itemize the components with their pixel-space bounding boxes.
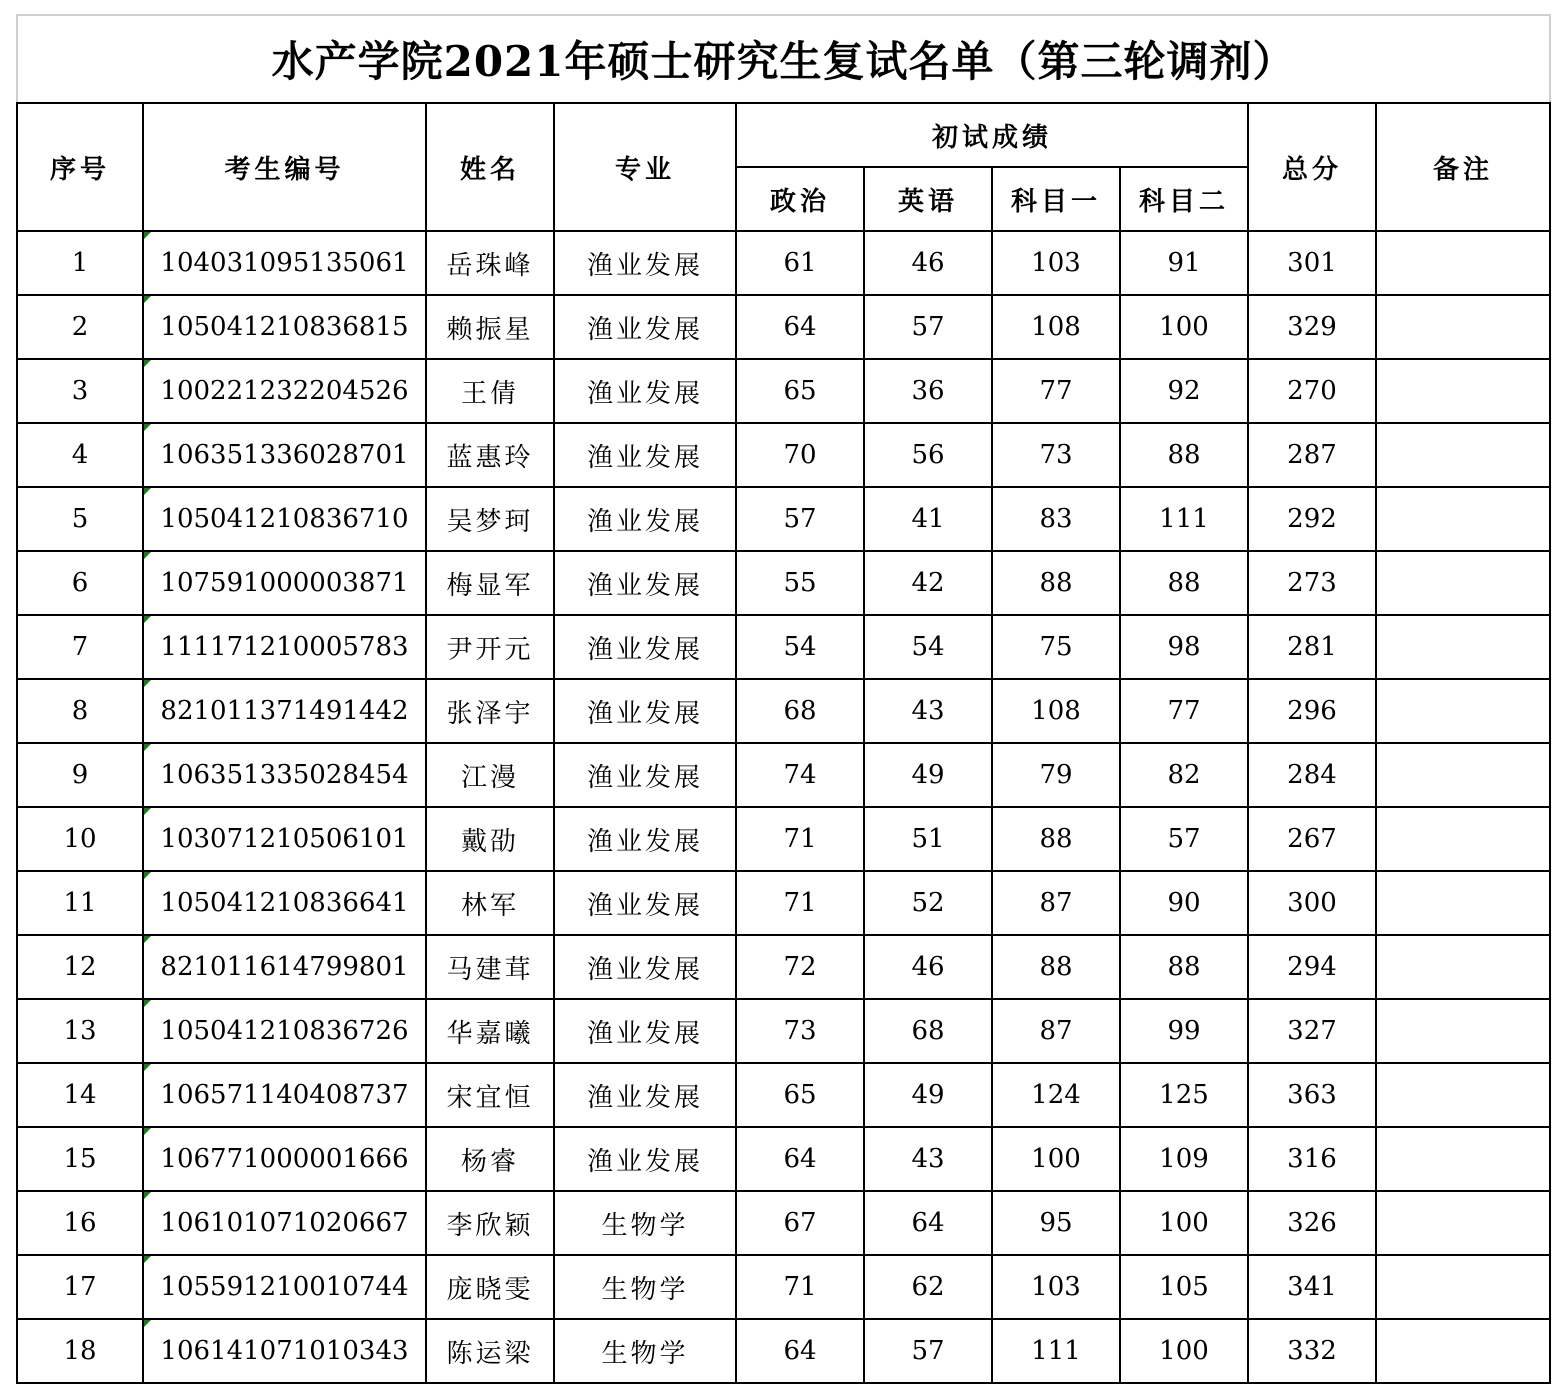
- cell-subject2[interactable]: 125: [1120, 1063, 1248, 1127]
- cell-subject1[interactable]: 73: [992, 423, 1120, 487]
- cell-remarks[interactable]: [1376, 423, 1550, 487]
- cell-politics[interactable]: 71: [736, 871, 864, 935]
- table-row: [17, 423, 1550, 487]
- cell-major[interactable]: 生物学: [554, 1255, 736, 1319]
- cell-english[interactable]: 46: [864, 935, 992, 999]
- cell-remarks[interactable]: [1376, 359, 1550, 423]
- cell-total[interactable]: 300: [1248, 871, 1376, 935]
- cell-exam-id[interactable]: 105041210836726: [143, 999, 426, 1063]
- cell-politics[interactable]: 72: [736, 935, 864, 999]
- header-english[interactable]: 英语: [864, 167, 992, 231]
- header-prelim-scores[interactable]: 初试成绩: [736, 103, 1248, 167]
- cell-major[interactable]: 渔业发展: [554, 231, 736, 295]
- cell-english[interactable]: 68: [864, 999, 992, 1063]
- cell-total[interactable]: 327: [1248, 999, 1376, 1063]
- cell-remarks[interactable]: [1376, 551, 1550, 615]
- cell-name[interactable]: 赖振星: [426, 295, 554, 359]
- cell-total[interactable]: 270: [1248, 359, 1376, 423]
- cell-remarks[interactable]: [1376, 1191, 1550, 1255]
- cell-english[interactable]: 62: [864, 1255, 992, 1319]
- table-row: [17, 679, 1550, 743]
- cell-subject1[interactable]: 103: [992, 231, 1120, 295]
- cell-politics[interactable]: 68: [736, 679, 864, 743]
- cell-major[interactable]: 渔业发展: [554, 615, 736, 679]
- cell-politics[interactable]: 71: [736, 807, 864, 871]
- cell-english[interactable]: 42: [864, 551, 992, 615]
- header-seq[interactable]: 序号: [17, 103, 143, 231]
- cell-exam-id[interactable]: 106141071010343: [143, 1319, 426, 1383]
- cell-name[interactable]: 宋宜恒: [426, 1063, 554, 1127]
- cell-remarks[interactable]: [1376, 487, 1550, 551]
- cell-politics[interactable]: 64: [736, 295, 864, 359]
- cell-subject2[interactable]: 88: [1120, 551, 1248, 615]
- cell-seq[interactable]: 14: [17, 1063, 143, 1127]
- cell-english[interactable]: 36: [864, 359, 992, 423]
- cell-subject1[interactable]: 87: [992, 999, 1120, 1063]
- cell-subject1[interactable]: 83: [992, 487, 1120, 551]
- cell-major[interactable]: 渔业发展: [554, 743, 736, 807]
- cell-subject1[interactable]: 108: [992, 679, 1120, 743]
- cell-subject1[interactable]: 88: [992, 551, 1120, 615]
- table-row: [17, 1191, 1550, 1255]
- header-politics[interactable]: 政治: [736, 167, 864, 231]
- cell-name[interactable]: 林军: [426, 871, 554, 935]
- cell-exam-id[interactable]: 105041210836641: [143, 871, 426, 935]
- header-remarks[interactable]: 备注: [1376, 103, 1550, 231]
- cell-exam-id[interactable]: 106101071020667: [143, 1191, 426, 1255]
- cell-subject2[interactable]: 105: [1120, 1255, 1248, 1319]
- cell-subject1[interactable]: 108: [992, 295, 1120, 359]
- cell-major[interactable]: 渔业发展: [554, 359, 736, 423]
- cell-exam-id[interactable]: 106351335028454: [143, 743, 426, 807]
- cell-english[interactable]: 49: [864, 743, 992, 807]
- cell-english[interactable]: 56: [864, 423, 992, 487]
- cell-subject1[interactable]: 75: [992, 615, 1120, 679]
- table-row: [17, 1255, 1550, 1319]
- cell-major[interactable]: 渔业发展: [554, 551, 736, 615]
- cell-name[interactable]: 戴劭: [426, 807, 554, 871]
- cell-subject1[interactable]: 88: [992, 807, 1120, 871]
- cell-remarks[interactable]: [1376, 615, 1550, 679]
- cell-name[interactable]: 江漫: [426, 743, 554, 807]
- cell-subject2[interactable]: 77: [1120, 679, 1248, 743]
- cell-total[interactable]: 281: [1248, 615, 1376, 679]
- cell-name[interactable]: 陈运梁: [426, 1319, 554, 1383]
- cell-politics[interactable]: 61: [736, 231, 864, 295]
- cell-major[interactable]: 渔业发展: [554, 679, 736, 743]
- cell-english[interactable]: 57: [864, 295, 992, 359]
- cell-exam-id[interactable]: 106351336028701: [143, 423, 426, 487]
- header-subject1[interactable]: 科目一: [992, 167, 1120, 231]
- cell-subject2[interactable]: 100: [1120, 1191, 1248, 1255]
- table-row: [17, 615, 1550, 679]
- cell-politics[interactable]: 64: [736, 1319, 864, 1383]
- header-row: [17, 103, 1550, 167]
- cell-remarks[interactable]: [1376, 679, 1550, 743]
- cell-major[interactable]: 渔业发展: [554, 423, 736, 487]
- cell-english[interactable]: 49: [864, 1063, 992, 1127]
- cell-major[interactable]: 生物学: [554, 1191, 736, 1255]
- cell-seq[interactable]: 7: [17, 615, 143, 679]
- table-row: [17, 487, 1550, 551]
- cell-name[interactable]: 华嘉曦: [426, 999, 554, 1063]
- cell-total[interactable]: 296: [1248, 679, 1376, 743]
- cell-total[interactable]: 267: [1248, 807, 1376, 871]
- cell-name[interactable]: 杨睿: [426, 1127, 554, 1191]
- cell-total[interactable]: 273: [1248, 551, 1376, 615]
- cell-subject1[interactable]: 79: [992, 743, 1120, 807]
- cell-subject2[interactable]: 99: [1120, 999, 1248, 1063]
- cell-remarks[interactable]: [1376, 743, 1550, 807]
- cell-exam-id[interactable]: 104031095135061: [143, 231, 426, 295]
- cell-english[interactable]: 57: [864, 1319, 992, 1383]
- table-row: [17, 295, 1550, 359]
- page-title: 水产学院2021年硕士研究生复试名单（第三轮调剂）: [17, 15, 1550, 103]
- table-row: [17, 807, 1550, 871]
- cell-total[interactable]: 326: [1248, 1191, 1376, 1255]
- cell-seq[interactable]: 12: [17, 935, 143, 999]
- table-row: [17, 231, 1550, 295]
- cell-exam-id[interactable]: 105041210836815: [143, 295, 426, 359]
- cell-subject1[interactable]: 95: [992, 1191, 1120, 1255]
- cell-seq[interactable]: 10: [17, 807, 143, 871]
- table-row: [17, 551, 1550, 615]
- cell-subject2[interactable]: 88: [1120, 423, 1248, 487]
- table-row: [17, 871, 1550, 935]
- cell-name[interactable]: 庞晓雯: [426, 1255, 554, 1319]
- table-row: [17, 359, 1550, 423]
- cell-subject2[interactable]: 88: [1120, 935, 1248, 999]
- cell-remarks[interactable]: [1376, 1255, 1550, 1319]
- cell-name[interactable]: 蓝惠玲: [426, 423, 554, 487]
- cell-seq[interactable]: 11: [17, 871, 143, 935]
- cell-major[interactable]: 渔业发展: [554, 295, 736, 359]
- header-major[interactable]: 专业: [554, 103, 736, 231]
- cell-english[interactable]: 46: [864, 231, 992, 295]
- cell-exam-id[interactable]: 106771000001666: [143, 1127, 426, 1191]
- cell-major[interactable]: 渔业发展: [554, 487, 736, 551]
- header-name[interactable]: 姓名: [426, 103, 554, 231]
- cell-exam-id[interactable]: 111171210005783: [143, 615, 426, 679]
- cell-subject2[interactable]: 82: [1120, 743, 1248, 807]
- cell-subject2[interactable]: 92: [1120, 359, 1248, 423]
- cell-seq[interactable]: 2: [17, 295, 143, 359]
- cell-total[interactable]: 329: [1248, 295, 1376, 359]
- cell-politics[interactable]: 70: [736, 423, 864, 487]
- cell-politics[interactable]: 54: [736, 615, 864, 679]
- cell-major[interactable]: 渔业发展: [554, 999, 736, 1063]
- cell-remarks[interactable]: [1376, 231, 1550, 295]
- cell-name[interactable]: 张泽宇: [426, 679, 554, 743]
- cell-subject2[interactable]: 90: [1120, 871, 1248, 935]
- cell-remarks[interactable]: [1376, 871, 1550, 935]
- cell-subject1[interactable]: 88: [992, 935, 1120, 999]
- cell-name[interactable]: 王倩: [426, 359, 554, 423]
- cell-name[interactable]: 马建茸: [426, 935, 554, 999]
- cell-seq[interactable]: 15: [17, 1127, 143, 1191]
- cell-exam-id[interactable]: 107591000003871: [143, 551, 426, 615]
- cell-subject2[interactable]: 100: [1120, 1319, 1248, 1383]
- cell-subject1[interactable]: 87: [992, 871, 1120, 935]
- cell-politics[interactable]: 73: [736, 999, 864, 1063]
- header-subject2[interactable]: 科目二: [1120, 167, 1248, 231]
- cell-seq[interactable]: 8: [17, 679, 143, 743]
- cell-seq[interactable]: 6: [17, 551, 143, 615]
- cell-subject1[interactable]: 100: [992, 1127, 1120, 1191]
- cell-total[interactable]: 363: [1248, 1063, 1376, 1127]
- cell-major[interactable]: 渔业发展: [554, 1127, 736, 1191]
- interview-list-table: [16, 14, 1551, 1384]
- cell-politics[interactable]: 65: [736, 1063, 864, 1127]
- cell-exam-id[interactable]: 106571140408737: [143, 1063, 426, 1127]
- cell-exam-id[interactable]: 821011371491442: [143, 679, 426, 743]
- cell-politics[interactable]: 57: [736, 487, 864, 551]
- cell-total[interactable]: 301: [1248, 231, 1376, 295]
- cell-total[interactable]: 284: [1248, 743, 1376, 807]
- cell-subject2[interactable]: 57: [1120, 807, 1248, 871]
- cell-english[interactable]: 41: [864, 487, 992, 551]
- cell-seq[interactable]: 13: [17, 999, 143, 1063]
- cell-politics[interactable]: 65: [736, 359, 864, 423]
- cell-exam-id[interactable]: 105041210836710: [143, 487, 426, 551]
- cell-name[interactable]: 岳珠峰: [426, 231, 554, 295]
- cell-politics[interactable]: 71: [736, 1255, 864, 1319]
- cell-remarks[interactable]: [1376, 1127, 1550, 1191]
- cell-subject1[interactable]: 77: [992, 359, 1120, 423]
- cell-seq[interactable]: 9: [17, 743, 143, 807]
- table-row: [17, 999, 1550, 1063]
- cell-subject1[interactable]: 111: [992, 1319, 1120, 1383]
- cell-total[interactable]: 292: [1248, 487, 1376, 551]
- cell-name[interactable]: 李欣颖: [426, 1191, 554, 1255]
- cell-total[interactable]: 287: [1248, 423, 1376, 487]
- cell-name[interactable]: 尹开元: [426, 615, 554, 679]
- header-exam-id[interactable]: 考生编号: [143, 103, 426, 231]
- cell-remarks[interactable]: [1376, 935, 1550, 999]
- cell-total[interactable]: 341: [1248, 1255, 1376, 1319]
- cell-subject2[interactable]: 98: [1120, 615, 1248, 679]
- cell-seq[interactable]: 5: [17, 487, 143, 551]
- cell-seq[interactable]: 1: [17, 231, 143, 295]
- cell-remarks[interactable]: [1376, 807, 1550, 871]
- cell-seq[interactable]: 3: [17, 359, 143, 423]
- cell-subject2[interactable]: 91: [1120, 231, 1248, 295]
- cell-english[interactable]: 64: [864, 1191, 992, 1255]
- cell-remarks[interactable]: [1376, 295, 1550, 359]
- cell-name[interactable]: 吴梦珂: [426, 487, 554, 551]
- cell-name[interactable]: 梅显军: [426, 551, 554, 615]
- table-row: [17, 935, 1550, 999]
- cell-exam-id[interactable]: 103071210506101: [143, 807, 426, 871]
- cell-remarks[interactable]: [1376, 1063, 1550, 1127]
- cell-subject1[interactable]: 124: [992, 1063, 1120, 1127]
- cell-total[interactable]: 294: [1248, 935, 1376, 999]
- cell-major[interactable]: 生物学: [554, 1319, 736, 1383]
- cell-subject1[interactable]: 103: [992, 1255, 1120, 1319]
- cell-seq[interactable]: 4: [17, 423, 143, 487]
- cell-exam-id[interactable]: 100221232204526: [143, 359, 426, 423]
- cell-exam-id[interactable]: 105591210010744: [143, 1255, 426, 1319]
- cell-seq[interactable]: 18: [17, 1319, 143, 1383]
- cell-english[interactable]: 51: [864, 807, 992, 871]
- cell-politics[interactable]: 55: [736, 551, 864, 615]
- cell-major[interactable]: 渔业发展: [554, 871, 736, 935]
- cell-exam-id[interactable]: 821011614799801: [143, 935, 426, 999]
- cell-politics[interactable]: 64: [736, 1127, 864, 1191]
- cell-subject2[interactable]: 111: [1120, 487, 1248, 551]
- cell-remarks[interactable]: [1376, 1319, 1550, 1383]
- table-row: [17, 743, 1550, 807]
- cell-subject2[interactable]: 100: [1120, 295, 1248, 359]
- cell-major[interactable]: 渔业发展: [554, 807, 736, 871]
- cell-seq[interactable]: 17: [17, 1255, 143, 1319]
- cell-subject2[interactable]: 109: [1120, 1127, 1248, 1191]
- table-row: [17, 1319, 1550, 1383]
- cell-remarks[interactable]: [1376, 999, 1550, 1063]
- table-row: [17, 1063, 1550, 1127]
- cell-major[interactable]: 渔业发展: [554, 935, 736, 999]
- cell-english[interactable]: 43: [864, 679, 992, 743]
- cell-english[interactable]: 54: [864, 615, 992, 679]
- cell-seq[interactable]: 16: [17, 1191, 143, 1255]
- cell-major[interactable]: 渔业发展: [554, 1063, 736, 1127]
- table-row: [17, 1127, 1550, 1191]
- cell-english[interactable]: 52: [864, 871, 992, 935]
- cell-total[interactable]: 332: [1248, 1319, 1376, 1383]
- cell-english[interactable]: 43: [864, 1127, 992, 1191]
- header-total[interactable]: 总分: [1248, 103, 1376, 231]
- cell-politics[interactable]: 74: [736, 743, 864, 807]
- cell-politics[interactable]: 67: [736, 1191, 864, 1255]
- cell-total[interactable]: 316: [1248, 1127, 1376, 1191]
